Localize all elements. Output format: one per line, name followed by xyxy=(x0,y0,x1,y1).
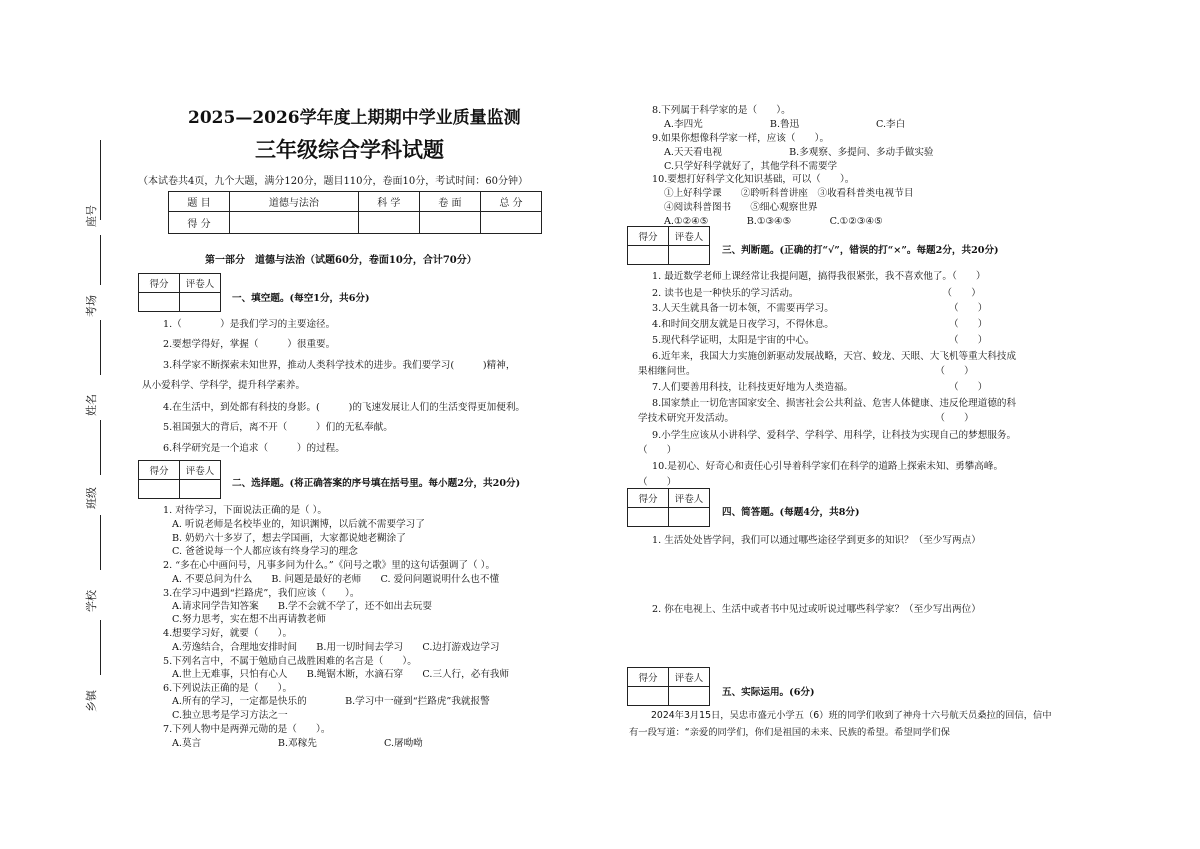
list-item: 2. 你在电视上、生活中或者书中见过或听说过哪些科学家？（至少写出两位） xyxy=(652,604,981,615)
list-item: 3.在学习中遇到“拦路虎”，我们应该（ ）。 xyxy=(163,588,360,599)
exam-room-label: 考场 xyxy=(85,295,98,317)
list-item: ④阅读科普图书 ⑤细心观察世界 xyxy=(664,202,818,213)
list-item: B. 奶奶六十多岁了，想去学国画，大家都说她老糊涂了 xyxy=(172,533,406,544)
grader-label: 评卷人 xyxy=(669,668,710,687)
list-item: 6.近年来，我国大力实施创新驱动发展战略，天宫、蛟龙、天眼、大飞机等重大科技成 xyxy=(652,351,1017,362)
binding-line xyxy=(100,515,101,570)
score-table-header: 题 目 xyxy=(169,192,230,212)
grader-score-label: 得分 xyxy=(139,461,180,480)
list-item: 2. 读书也是一种快乐的学习活动。 （ ） xyxy=(652,288,981,299)
list-item: 3.科学家不断探索未知世界，推动人类科学技术的进步。我们要学习( )精神， xyxy=(163,360,516,371)
list-item: 10.要想打好科学文化知识基础，可以（ ）。 xyxy=(652,174,855,185)
grader-box xyxy=(627,488,710,527)
grader-box xyxy=(627,667,710,706)
list-item: 4.和时间交朋友就是日夜学习，不得休息。 （ ） xyxy=(652,319,988,330)
list-item: 2. “多在心中画问号，凡事多问为什么。”《问号之歌》里的这句话强调了（ ）。 xyxy=(163,560,496,571)
list-item: A.李四光 B.鲁迅 C.李白 xyxy=(664,119,906,130)
list-item: 1. 最近数学老师上课经常让我提问题，搞得我很紧张，我不喜欢他了。（ ） xyxy=(652,271,986,282)
list-item: A.所有的学习，一定都是快乐的 B.学习中一碰到“拦路虎”我就报警 xyxy=(172,696,490,707)
list-item: 从小爱科学、学科学，提升科学素养。 xyxy=(142,380,306,391)
list-item: （ ） xyxy=(638,477,677,488)
section1-title: 一、填空题。(每空1分，共6分) xyxy=(232,293,370,304)
grader-score-label: 得分 xyxy=(139,274,180,293)
part1-title: 第一部分 道德与法治（试题60分，卷面10分，合计70分） xyxy=(205,255,477,266)
grader-score-label: 得分 xyxy=(628,668,669,687)
list-item: 6.下列说法正确的是（ ）。 xyxy=(163,683,293,694)
grader-cell[interactable] xyxy=(669,508,710,527)
score-table-header: 总 分 xyxy=(480,192,541,212)
grader-score-label: 得分 xyxy=(628,489,669,508)
grader-label: 评卷人 xyxy=(180,274,221,293)
exam-instructions: （本试卷共4页，九个大题，满分120分，题目110分，卷面10分，考试时间：60分钟） xyxy=(138,176,528,187)
list-item: A.世上无难事，只怕有心人 B.绳锯木断，水滴石穿 C.三人行，必有我师 xyxy=(172,669,510,680)
list-item: 4.在生活中，到处都有科技的身影。( )的飞速发展让人们的生活变得更加便利。 xyxy=(163,402,526,413)
score-table-header: 卷 面 xyxy=(419,192,480,212)
list-item: ①上好科学课 ②聆听科普讲座 ③收看科普类电视节目 xyxy=(664,188,914,199)
list-item: A. 不要总问为什么 B. 问题是最好的老师 C. 爱问问题说明什么也不懂 xyxy=(172,574,500,585)
binding-line xyxy=(100,420,101,475)
list-item: C. 爸爸说每一个人都应该有终身学习的理念 xyxy=(172,546,358,557)
list-item: 8.下列属于科学家的是（ ）。 xyxy=(652,105,791,116)
score-cell[interactable] xyxy=(480,212,541,234)
grader-cell[interactable] xyxy=(180,480,221,499)
list-item: （ ） xyxy=(638,445,677,456)
list-item: C.独立思考是学习方法之一 xyxy=(172,710,288,721)
grader-box xyxy=(627,226,710,265)
list-item: 6.科学研究是一个追求（ ）的过程。 xyxy=(163,443,345,454)
list-item: 果相继问世。 （ ） xyxy=(638,366,974,377)
list-item: A.天天看电视 B.多观察、多提问、多动手做实验 xyxy=(664,147,934,158)
list-item: 5.现代科学证明，太阳是宇宙的中心。 （ ） xyxy=(652,335,988,346)
section3-title: 三、判断题。(正确的打“√”，错误的打“×”。每题2分，共20分) xyxy=(722,245,999,256)
grader-score-cell[interactable] xyxy=(628,246,669,265)
score-cell[interactable] xyxy=(358,212,419,234)
list-item: 9.小学生应该从小讲科学、爱科学、学科学、用科学，让科技为实现自己的梦想服务。 xyxy=(652,430,1017,441)
score-cell[interactable] xyxy=(419,212,480,234)
grader-score-cell[interactable] xyxy=(139,293,180,312)
grader-box xyxy=(138,273,221,312)
list-item: 1. 对待学习，下面说法正确的是（ ）。 xyxy=(163,505,327,516)
grader-cell[interactable] xyxy=(180,293,221,312)
score-table-header: 道德与法治 xyxy=(230,192,359,212)
grader-label: 评卷人 xyxy=(669,489,710,508)
list-item: 10.是初心、好奇心和责任心引导着科学家们在科学的道路上探索未知、勇攀高峰。 xyxy=(652,461,1004,472)
grader-score-label: 得分 xyxy=(628,227,669,246)
town-label: 乡镇 xyxy=(85,690,98,712)
grader-cell[interactable] xyxy=(669,246,710,265)
binding-line xyxy=(100,320,101,375)
exam-title: 2025—2026学年度上期期中学业质量监测 xyxy=(188,108,521,128)
name-label: 姓名 xyxy=(85,394,98,416)
list-item: A.请求同学告知答案 B.学不会就不学了，还不如出去玩耍 xyxy=(172,601,432,612)
list-item: 学技术研究开发活动。 （ ） xyxy=(638,413,974,424)
grader-score-cell[interactable] xyxy=(139,480,180,499)
section5-title: 五、实际运用。(6分) xyxy=(722,687,815,698)
list-item: A. 听说老师是名校毕业的，知识渊博，以后就不需要学习了 xyxy=(172,519,425,530)
list-item: 1. 生活处处皆学问，我们可以通过哪些途径学到更多的知识？（至少写两点） xyxy=(652,535,981,546)
grader-label: 评卷人 xyxy=(669,227,710,246)
grader-box xyxy=(138,460,221,499)
grader-label: 评卷人 xyxy=(180,461,221,480)
list-item: 8.国家禁止一切危害国家安全、损害社会公共利益、危害人体健康、违反伦理道德的科 xyxy=(652,398,1017,409)
binding-line xyxy=(100,140,101,220)
list-item: 5.祖国强大的背后，离不开（ ）们的无私奉献。 xyxy=(163,422,393,433)
score-table-header: 科 学 xyxy=(358,192,419,212)
list-item: 5.下列名言中，不属于勉励自己战胜困难的名言是（ ）。 xyxy=(163,656,417,667)
grader-score-cell[interactable] xyxy=(628,508,669,527)
list-item: C.只学好科学就好了，其他学科不需要学 xyxy=(664,161,838,172)
seat-no-label: 座号 xyxy=(85,205,98,227)
grader-score-cell[interactable] xyxy=(628,687,669,706)
score-cell[interactable] xyxy=(230,212,359,234)
list-item: A.莫言 B.邓稼先 C.屠呦呦 xyxy=(172,738,423,749)
score-table xyxy=(168,191,542,234)
list-item: 7.下列人物中是两弹元勋的是（ ）。 xyxy=(163,724,331,735)
class-label: 班级 xyxy=(85,487,98,509)
list-item: 9.如果你想像科学家一样，应该（ ）。 xyxy=(652,133,830,144)
section2-title: 二、选择题。(将正确答案的序号填在括号里。每小题2分，共20分) xyxy=(232,478,521,489)
list-item: 2.要想学得好，掌握（ ）很重要。 xyxy=(163,339,336,350)
list-item: 7.人们要善用科技，让科技更好地为人类造福。 （ ） xyxy=(652,382,988,393)
binding-line xyxy=(100,235,101,285)
grader-cell[interactable] xyxy=(669,687,710,706)
list-item: 4.想要学习好，就要（ ）。 xyxy=(163,628,293,639)
list-item: 1.（ ）是我们学习的主要途径。 xyxy=(163,319,336,330)
score-row-label: 得 分 xyxy=(169,212,230,234)
list-item: C.努力思考，实在想不出再请教老师 xyxy=(172,614,326,625)
school-label: 学校 xyxy=(85,590,98,612)
section4-title: 四、简答题。(每题4分，共8分) xyxy=(722,507,860,518)
list-item: A.①②④⑤ B.①③④⑤ C.①②③④⑤ xyxy=(664,216,883,227)
binding-line xyxy=(100,620,101,675)
exam-subtitle: 三年级综合学科试题 xyxy=(255,137,444,162)
list-item: A.劳逸结合，合理地安排时间 B.用一切时间去学习 C.边打游戏边学习 xyxy=(172,642,500,653)
section5-paragraph: 2024年3月15日，吴忠市盛元小学五（6）班的同学们收到了神舟十六号航天员桑拉的回信，信中有一段写道：“亲爱的同学们，你们是祖国的未来、民族的希望。希望同学们保 xyxy=(629,710,1052,738)
list-item: 3.人天生就具备一切本领，不需要再学习。 （ ） xyxy=(652,303,988,314)
